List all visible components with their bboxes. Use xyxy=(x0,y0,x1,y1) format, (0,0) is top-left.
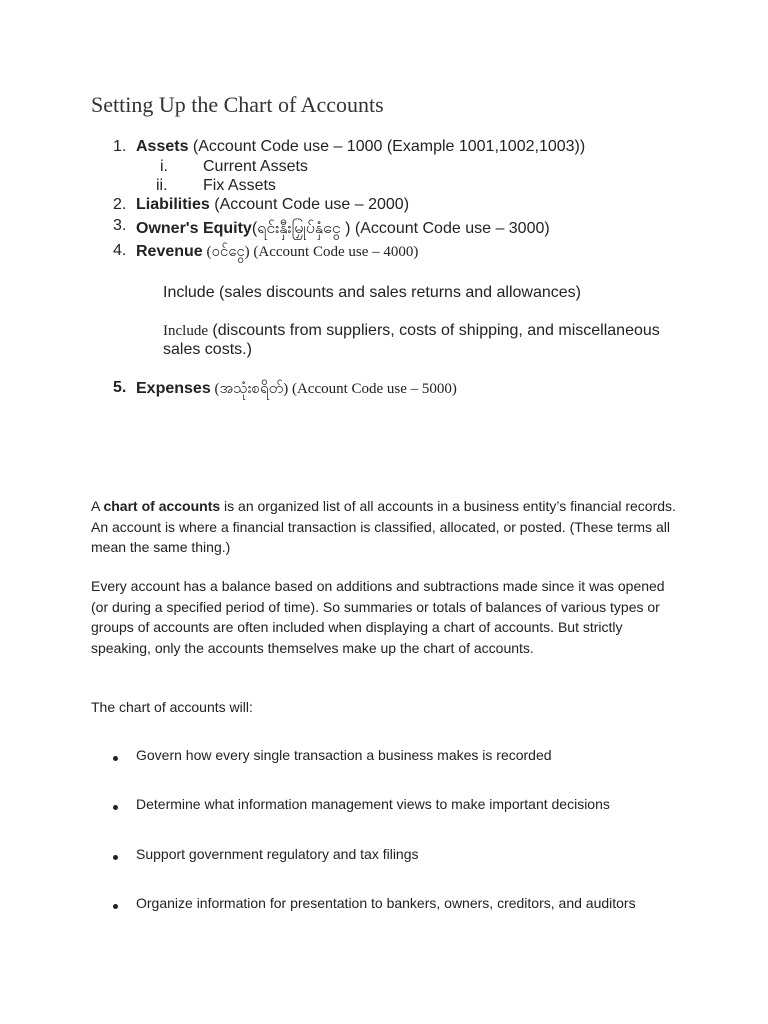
sub-item-fix-assets: Fix Assets xyxy=(203,177,276,194)
bullet-item: Govern how every single transaction a business makes is recorded xyxy=(136,747,552,763)
account-detail: (Account Code use – 4000) xyxy=(249,244,419,260)
paragraph-definition xyxy=(91,496,676,558)
list-number: 3. xyxy=(113,217,127,234)
account-name: Expenses xyxy=(136,380,211,397)
account-expenses xyxy=(136,379,457,401)
term-chart-of-accounts: chart of accounts xyxy=(103,498,221,514)
account-myanmar-name: (အသုံးစရိတ်) xyxy=(210,381,289,397)
revenue-note-2-prefix: Include xyxy=(163,323,208,339)
account-detail: (Account Code use – 3000) xyxy=(350,220,550,237)
account-name: Owner's Equity xyxy=(136,220,252,237)
account-assets xyxy=(136,138,585,156)
bullet-dot xyxy=(113,805,118,810)
list-number: 2. xyxy=(113,196,127,213)
sub-list-number: i. xyxy=(160,158,168,175)
bullet-item: Determine what information management views to make important decisions xyxy=(136,796,610,812)
paragraph-intro-list: The chart of accounts will: xyxy=(91,699,253,715)
list-number: 1. xyxy=(113,138,127,155)
account-detail: (Account Code use – 2000) xyxy=(209,196,410,213)
revenue-note-2 xyxy=(163,322,660,340)
account-myanmar-name: (ဝင်ငွေ) xyxy=(202,244,250,260)
revenue-note-2-line-1: (discounts from suppliers, costs of shipping, and miscellaneous xyxy=(207,322,660,339)
account-detail: (Account Code use – 5000) xyxy=(288,381,457,397)
account-detail: (Account Code use – 1000 (Example 1001,1002,1003)) xyxy=(188,138,586,155)
account-myanmar-name: (ရင်းနှီးမြှုပ်နှံငွေ ) xyxy=(251,220,351,237)
bullet-item: Organize information for presentation to bankers, owners, creditors, and auditors xyxy=(136,895,636,911)
list-number: 5. xyxy=(113,379,127,396)
account-name: Assets xyxy=(136,138,189,155)
account-liabilities xyxy=(136,196,409,214)
account-owners-equity xyxy=(136,217,550,241)
bullet-item: Support government regulatory and tax filings xyxy=(136,846,419,862)
revenue-note-2-line-2: sales costs.) xyxy=(163,341,252,358)
account-name: Revenue xyxy=(136,243,203,260)
revenue-note-1: Include (sales discounts and sales returns and allowances) xyxy=(163,284,582,301)
sub-item-current-assets: Current Assets xyxy=(203,158,308,175)
bullet-dot xyxy=(113,756,118,761)
paragraph-prefix: A xyxy=(91,498,104,514)
page-title: Setting Up the Chart of Accounts xyxy=(91,92,384,117)
list-number: 4. xyxy=(113,242,127,259)
account-revenue xyxy=(136,242,418,264)
paragraph-balance: Every account has a balance based on additions and subtractions made since it was opened (or during a specified period of time). So summaries or totals of balances of various types or groups of accounts are often included when displaying a chart of accounts. But strictly speaking, only the accounts themselves make up the chart of accounts. xyxy=(91,578,665,656)
account-name: Liabilities xyxy=(136,196,210,213)
sub-list-number: ii. xyxy=(156,177,168,194)
bullet-dot xyxy=(113,855,118,860)
bullet-dot xyxy=(113,904,118,909)
paragraph-body: is an organized list of all accounts in a business entity’s financial records. An account is where a financial transaction is classified, allocated, or posted. (These terms all mean the same thing.) xyxy=(91,498,676,555)
